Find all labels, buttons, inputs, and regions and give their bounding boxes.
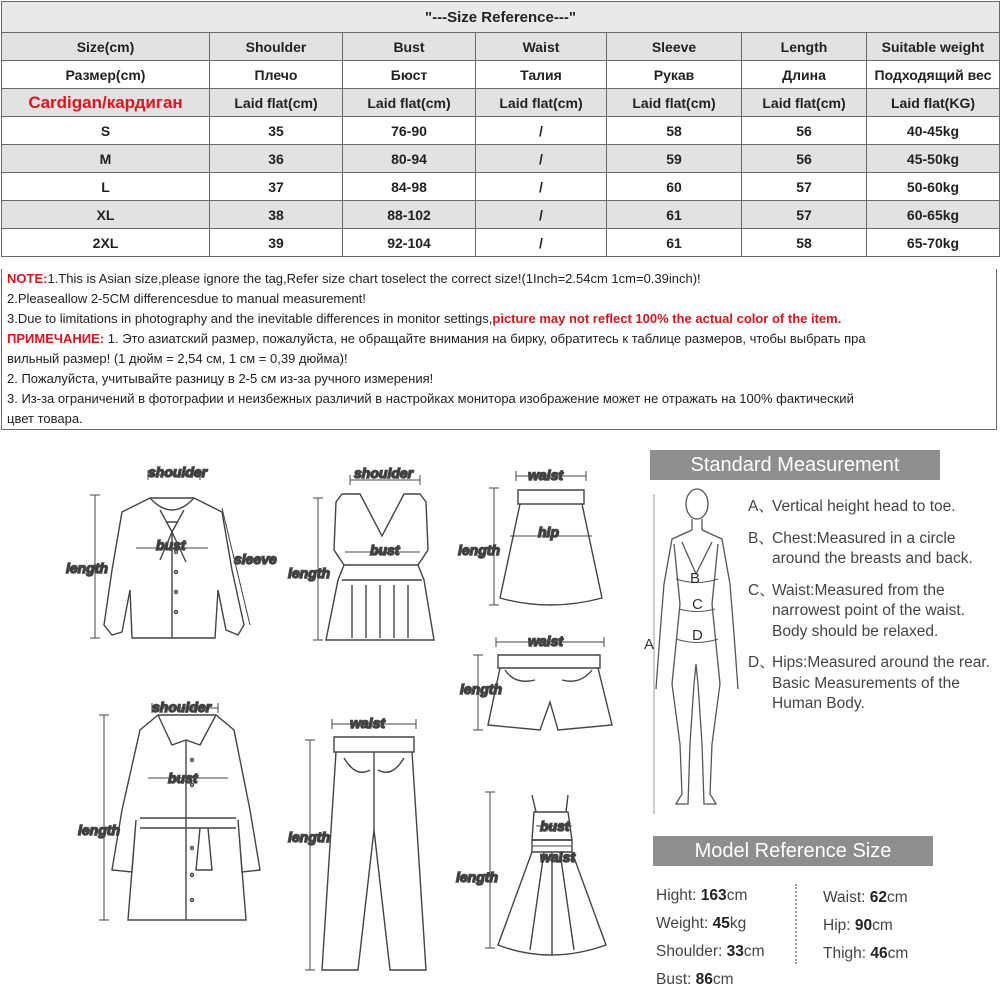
- table-row: [2, 229, 1000, 257]
- step-letter: B、: [748, 529, 774, 547]
- size-cell: M: [2, 145, 210, 173]
- table-cell: 59: [607, 145, 742, 173]
- skirt-length-label: length: [458, 542, 500, 558]
- model-divider: [795, 884, 797, 964]
- method-cell: Laid flat(cm): [607, 89, 742, 117]
- note-text: 1.This is Asian size,please ignore the tag,Refer size chart toselect the correct size!(1Inch=2.54cm 1cm=0.39inch)!: [47, 271, 701, 286]
- note-line: [7, 329, 996, 349]
- table-cell: 39: [210, 229, 343, 257]
- figure-label-b: B: [690, 570, 701, 587]
- stat-value: 45: [712, 915, 730, 932]
- step-item: [748, 497, 998, 518]
- measurement-steps: [748, 497, 998, 726]
- table-cell: 80-94: [343, 145, 476, 173]
- pants-length-label: length: [288, 829, 330, 845]
- tank-shoulder-label: shoulder: [354, 465, 414, 481]
- table-cell: /: [476, 117, 607, 145]
- header-cell: Waist: [476, 33, 607, 61]
- size-cell: L: [2, 173, 210, 201]
- stat-label: Shoulder:: [656, 943, 727, 960]
- model-reference-banner: Model Reference Size: [653, 836, 933, 866]
- dress-drawing: [485, 792, 606, 955]
- model-stat: [656, 910, 765, 938]
- table-cell: 45-50kg: [867, 145, 1000, 173]
- header-cell: Bust: [343, 33, 476, 61]
- cardigan-label: Cardigan/кардиган: [2, 89, 210, 117]
- method-cell: Laid flat(cm): [742, 89, 867, 117]
- coat-bust-label: bust: [168, 770, 198, 786]
- ru-note-label: ПРИМЕЧАНИЕ:: [7, 331, 105, 346]
- table-cell: 57: [742, 173, 867, 201]
- table-cell: 76-90: [343, 117, 476, 145]
- table-cell: 84-98: [343, 173, 476, 201]
- stat-value: 62: [869, 889, 888, 906]
- stat-value: 33: [726, 943, 744, 960]
- size-cell: XL: [2, 201, 210, 229]
- blouse-drawing: [90, 470, 250, 638]
- model-stat: [823, 884, 908, 912]
- skirt-waist-label: waist: [528, 467, 564, 483]
- table-cell: 60: [607, 173, 742, 201]
- table-cell: 88-102: [343, 201, 476, 229]
- stat-unit: cm: [712, 971, 734, 988]
- blouse-sleeve-label: sleeve: [234, 551, 277, 567]
- method-cell: Laid flat(cm): [343, 89, 476, 117]
- dress-bust-label: bust: [540, 818, 570, 834]
- note-line: [7, 269, 996, 289]
- shorts-length-label: length: [460, 681, 502, 697]
- header-cell: Suitable weight: [867, 33, 1000, 61]
- step-item: [748, 529, 998, 570]
- skirt-hip-label: hip: [538, 524, 559, 540]
- header-cell: Рукав: [607, 61, 742, 89]
- table-cell: 92-104: [343, 229, 476, 257]
- stat-unit: cm: [726, 887, 748, 904]
- shorts-waist-label: waist: [528, 633, 564, 649]
- table-cell: 37: [210, 173, 343, 201]
- header-cell: Подходящий вес: [867, 61, 1000, 89]
- table-cell: /: [476, 201, 607, 229]
- garment-diagrams: [0, 440, 640, 990]
- stat-value: 163: [700, 887, 727, 904]
- tank-length-label: length: [288, 565, 330, 581]
- table-cell: 60-65kg: [867, 201, 1000, 229]
- method-row: [2, 89, 1000, 117]
- header-cell: Size(cm): [2, 33, 210, 61]
- dress-length-label: length: [456, 869, 498, 885]
- coat-length-label: length: [78, 822, 120, 838]
- note-text: 1. Это азиатский размер, пожалуйста, не обращайте внимания на бирку, обратитесь к таблице размеров, чтобы выбрать пра: [104, 331, 866, 346]
- model-stats-right: [823, 884, 908, 968]
- table-cell: /: [476, 229, 607, 257]
- table-cell: 50-60kg: [867, 173, 1000, 201]
- method-cell: Laid flat(cm): [476, 89, 607, 117]
- table-row: [2, 145, 1000, 173]
- stat-label: Hight:: [656, 887, 701, 904]
- table-cell: 40-45kg: [867, 117, 1000, 145]
- stat-label: Hip:: [823, 917, 855, 934]
- table-title: "---Size Reference---": [2, 2, 1000, 33]
- model-stat: [823, 912, 908, 940]
- body-figure: [632, 484, 752, 824]
- header-cell: Талия: [476, 61, 607, 89]
- coat-shoulder-label: shoulder: [152, 699, 212, 715]
- stat-value: 46: [870, 945, 888, 962]
- blouse-bust-label: bust: [156, 537, 186, 553]
- note-line: 2.Pleaseallow 2-5CM differencesdue to manual measurement!: [7, 291, 366, 306]
- table-cell: 56: [742, 145, 867, 173]
- stat-label: Waist:: [823, 889, 870, 906]
- header-cell: Плечо: [210, 61, 343, 89]
- step-letter: C、: [748, 581, 775, 599]
- table-cell: 36: [210, 145, 343, 173]
- figure-label-c: C: [692, 596, 703, 613]
- note-line: цвет товара.: [7, 411, 83, 426]
- blouse-length-label: length: [66, 560, 108, 576]
- header-cell: Размер(cm): [2, 61, 210, 89]
- size-cell: 2XL: [2, 229, 210, 257]
- model-stat: [656, 938, 765, 966]
- table-cell: 57: [742, 201, 867, 229]
- stat-label: Thigh:: [823, 945, 871, 962]
- note-line: вильный размер! (1 дюйм = 2,54 см, 1 см = 0,39 дюйма)!: [7, 351, 348, 366]
- figure-label-a: A: [644, 636, 655, 653]
- table-row: [2, 173, 1000, 201]
- stat-label: Weight:: [656, 915, 713, 932]
- table-cell: 58: [607, 117, 742, 145]
- table-cell: 61: [607, 201, 742, 229]
- table-cell: /: [476, 145, 607, 173]
- note-text: 3.Due to limitations in photography and the inevitable differences in monitor settings,: [7, 311, 493, 326]
- method-cell: Laid flat(cm): [210, 89, 343, 117]
- table-row: [2, 201, 1000, 229]
- header-cell: Длина: [742, 61, 867, 89]
- stat-label: Bust:: [656, 971, 696, 988]
- header-cell: Sleeve: [607, 33, 742, 61]
- notes-box: [1, 269, 997, 430]
- header-cell: Length: [742, 33, 867, 61]
- table-row: [2, 117, 1000, 145]
- blouse-shoulder-label: shoulder: [148, 464, 208, 480]
- header-row-en: [2, 33, 1000, 61]
- header-cell: Shoulder: [210, 33, 343, 61]
- table-cell: 58: [742, 229, 867, 257]
- method-cell: Laid flat(KG): [867, 89, 1000, 117]
- note-warning: picture may not reflect 100% the actual color of the item.: [492, 311, 842, 326]
- table-cell: 35: [210, 117, 343, 145]
- table-cell: 61: [607, 229, 742, 257]
- size-reference-table: [1, 1, 1000, 257]
- step-item: [748, 653, 998, 715]
- coat-drawing: [99, 703, 260, 920]
- table-cell: 65-70kg: [867, 229, 1000, 257]
- stat-value: 86: [695, 971, 713, 988]
- table-cell: 56: [742, 117, 867, 145]
- step-item: [748, 581, 998, 643]
- step-text: Vertical height head to toe.: [772, 498, 956, 515]
- stat-unit: kg: [729, 915, 747, 932]
- table-cell: 38: [210, 201, 343, 229]
- tank-bust-label: bust: [370, 542, 400, 558]
- table-cell: /: [476, 173, 607, 201]
- stat-value: 90: [854, 917, 873, 934]
- header-cell: Бюст: [343, 61, 476, 89]
- stat-unit: cm: [743, 943, 765, 960]
- step-text: Chest:Measured in a circle around the breasts and back.: [772, 529, 973, 567]
- model-stat: [656, 882, 765, 910]
- size-cell: S: [2, 117, 210, 145]
- note-line: [7, 309, 996, 329]
- standard-measurement-banner: Standard Measurement: [650, 450, 940, 480]
- figure-label-d: D: [692, 627, 703, 644]
- note-label: NOTE:: [7, 271, 48, 286]
- header-row-ru: [2, 61, 1000, 89]
- stat-unit: cm: [887, 945, 909, 962]
- pants-waist-label: waist: [350, 715, 386, 731]
- model-stat: [823, 940, 908, 968]
- model-stats-left: [656, 882, 765, 994]
- dress-waist-label: waist: [540, 849, 576, 865]
- step-letter: D、: [748, 654, 775, 671]
- stat-unit: cm: [887, 889, 908, 906]
- step-text: Hips:Measured around the rear. Basic Measurements of the Human Body.: [772, 654, 990, 712]
- note-line: 2. Пожалуйста, учитывайте разницу в 2-5 см из-за ручного измерения!: [7, 371, 434, 386]
- step-text: Waist:Measured from the narrowest point of the waist. Body should be relaxed.: [772, 581, 965, 640]
- note-line: 3. Из-за ограничений в фотографии и неизбежных различий в настройках монитора изображение может не отражать на 100% фактический: [7, 391, 854, 406]
- step-letter: A、: [748, 498, 774, 515]
- stat-unit: cm: [872, 917, 893, 934]
